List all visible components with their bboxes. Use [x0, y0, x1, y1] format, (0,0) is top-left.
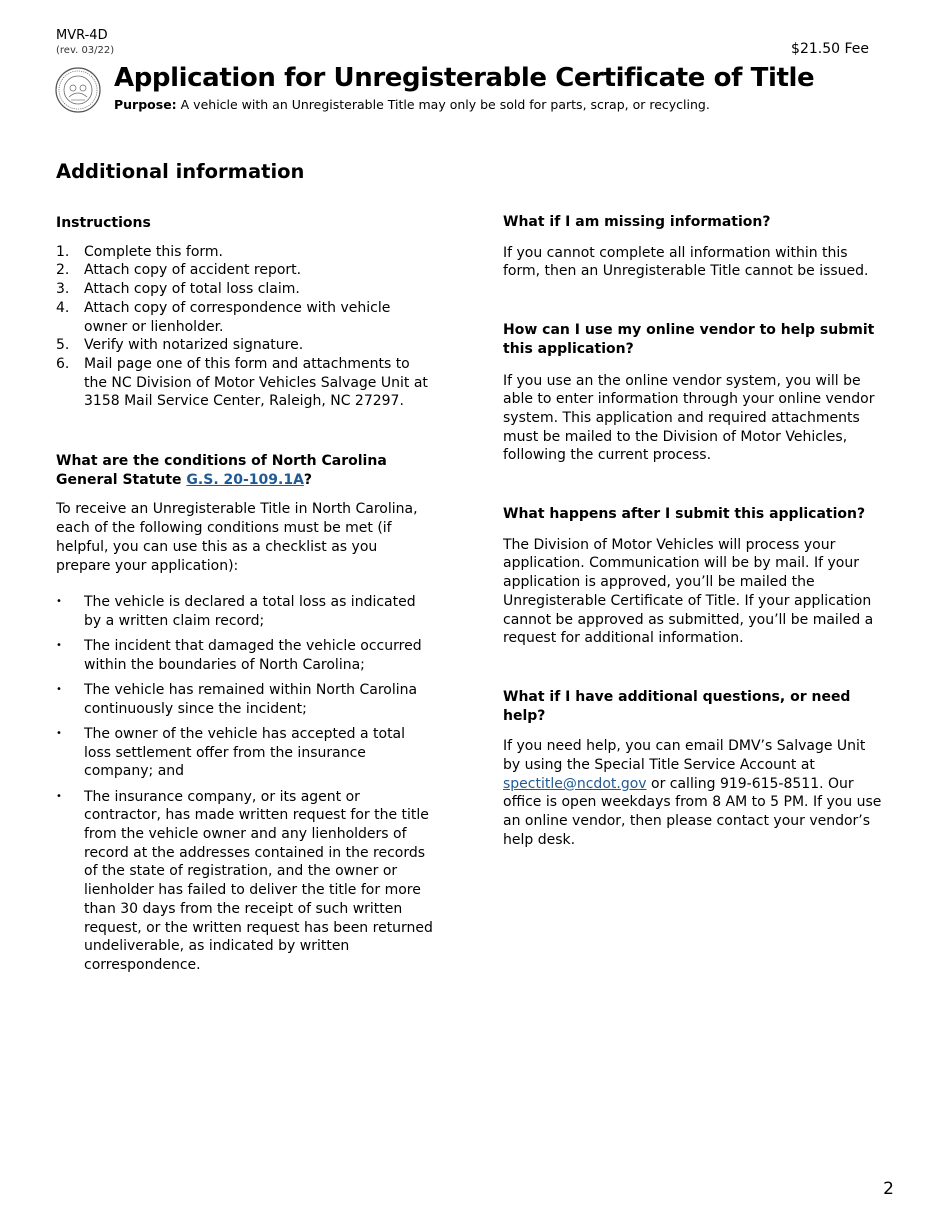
list-item — [56, 280, 436, 299]
instructions-heading: Instructions — [56, 215, 151, 231]
faq-missing-answer: If you cannot complete all information within this form, then an Unregisterable Title cannot be issued. — [503, 244, 869, 280]
purpose-line — [114, 97, 710, 112]
step-number: 2. — [56, 262, 70, 279]
bullet: • — [56, 790, 62, 802]
condition-text: The vehicle has remained within North Carolina continuously since the incident; — [84, 682, 418, 717]
list-item — [56, 355, 436, 411]
faq-after-answer: The Division of Motor Vehicles will process your application. Communication will be by mail. If your application is approved, you’ll be mailed the Unregisterable Certificate of Title. If your application cannot be approved as submitted, you’ll be mailed a request for additional information. — [503, 536, 874, 647]
form-id: MVR-4D — [56, 28, 108, 43]
faq-help-answer — [503, 737, 883, 849]
bullet: • — [56, 596, 62, 608]
faq-vendor-answer: If you use an the online vendor system, you will be able to enter information through your online vendor system. This application and required attachments must be mailed to the Division of Motor Vehicles, following the current process. — [503, 372, 875, 464]
fee-amount: $21.50 Fee — [791, 41, 869, 57]
step-text: Attach copy of accident report. — [84, 262, 302, 279]
faq-after-question: What happens after I submit this application? — [503, 506, 866, 523]
purpose-label: Purpose: — [114, 97, 177, 112]
bullet: • — [56, 727, 62, 739]
step-number: 4. — [56, 299, 70, 316]
step-text: Mail page one of this form and attachments to the NC Division of Motor Vehicles Salvage Unit at 3158 Mail Service Center, Raleigh, NC 27297. — [84, 355, 428, 410]
page-title: Application for Unregisterable Certificate of Title — [114, 63, 815, 93]
condition-text: The vehicle is declared a total loss as indicated by a written claim record; — [84, 594, 416, 629]
step-text: Attach copy of correspondence with vehicle owner or lienholder. — [84, 299, 391, 335]
condition-text: The owner of the vehicle has accepted a total loss settlement offer from the insurance company; and — [84, 725, 406, 780]
step-text: Attach copy of total loss claim. — [84, 281, 300, 298]
page-number: 2 — [883, 1179, 894, 1199]
step-number: 6. — [56, 355, 70, 372]
purpose-text: A vehicle with an Unregisterable Title may only be sold for parts, scrap, or recycling. — [176, 97, 710, 112]
conditions-intro: To receive an Unregisterable Title in North Carolina, each of the following conditions must be met (if helpful, you can use this as a checklist as you prepare your application): — [56, 501, 418, 574]
list-item — [56, 299, 436, 336]
list-item — [56, 261, 436, 280]
faq-missing-question: What if I am missing information? — [503, 214, 771, 230]
conditions-heading-text: What are the conditions of North Carolina General Statute — [56, 453, 387, 488]
form-revision: (rev. 03/22) — [56, 45, 115, 56]
step-text: Verify with notarized signature. — [84, 337, 304, 354]
email-link[interactable]: spectitle@ncdot.gov — [503, 775, 647, 792]
list-item — [56, 725, 436, 781]
statute-link[interactable]: G.S. 20-109.1A — [186, 471, 304, 488]
step-text: Complete this form. — [84, 243, 224, 260]
bullet: • — [56, 640, 62, 652]
bullet: • — [56, 684, 62, 696]
step-number: 3. — [56, 281, 70, 298]
step-number: 5. — [56, 337, 70, 354]
help-text-end: or calling 919-615-8511. Our office is open weekdays from 8 AM to 5 PM. If you use an online vendor, then please contact your vendor’s help desk. — [503, 775, 882, 848]
conditions-heading — [56, 452, 436, 489]
list-item — [56, 243, 436, 262]
condition-text: The incident that damaged the vehicle occurred within the boundaries of North Carolina; — [84, 638, 422, 673]
condition-text: The insurance company, or its agent or contractor, has made written request for the title from the vehicle owner and any lienholders of record at the addresses contained in the records of the state of registration, and the owner or lienholder has failed to deliver the title for more than 30 days from the receipt of such written request, or the written request has been returned undeliverable, as indicated by written correspondence. — [84, 788, 433, 973]
conditions-heading-end: ? — [303, 471, 313, 488]
instructions-list — [56, 243, 436, 411]
conditions-list — [56, 593, 436, 974]
list-item — [56, 336, 436, 355]
list-item — [56, 593, 436, 630]
help-text-start: If you need help, you can email DMV’s Salvage Unit by using the Special Title Service Account at — [503, 738, 866, 774]
faq-vendor-question: How can I use my online vendor to help submit this application? — [503, 322, 875, 357]
step-number: 1. — [56, 243, 70, 260]
list-item — [56, 637, 436, 674]
list-item — [56, 681, 436, 718]
left-column — [56, 214, 436, 981]
right-column — [503, 213, 883, 850]
nc-state-seal-icon — [55, 67, 101, 113]
section-heading: Additional information — [56, 160, 305, 183]
list-item — [56, 788, 436, 975]
faq-help-question: What if I have additional questions, or need help? — [503, 688, 851, 724]
